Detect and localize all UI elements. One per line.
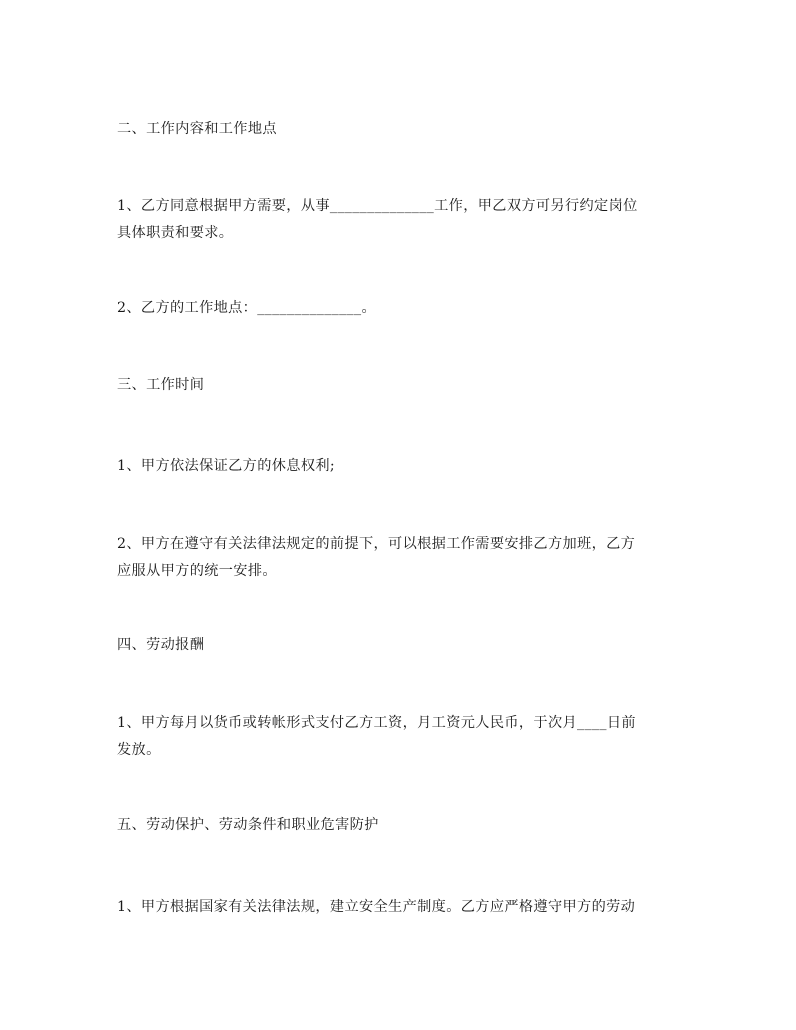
heading-text: 三、工作时间 xyxy=(117,377,205,393)
clause-text: 日前 xyxy=(606,715,636,731)
clause-text: 。 xyxy=(361,300,376,316)
clause-safety-production xyxy=(117,894,677,921)
section-heading-labor-protection xyxy=(117,812,677,839)
clause-text: 工作，甲乙双方可另行约定岗位 xyxy=(434,198,638,214)
section-heading-remuneration xyxy=(117,632,677,659)
clause-line xyxy=(117,193,677,220)
section-heading-work-time xyxy=(117,372,677,399)
clause-line: 发放。 xyxy=(117,742,161,758)
section-heading-work-content xyxy=(117,116,677,143)
clause-line: 1、甲方依法保证乙方的休息权利; xyxy=(117,458,336,474)
clause-line xyxy=(117,295,677,322)
clause-text: 1、甲方每月以货币或转帐形式支付乙方工资，月工资元人民币，于次月 xyxy=(117,715,578,731)
heading-text: 五、劳动保护、劳动条件和职业危害防护 xyxy=(117,817,379,833)
heading-text: 二、工作内容和工作地点 xyxy=(117,121,277,137)
clause-job-duties xyxy=(117,193,677,247)
clause-line: 2、甲方在遵守有关法律法规定的前提下，可以根据工作需要安排乙方加班，乙方 xyxy=(117,536,636,552)
clause-text: 2、乙方的工作地点： xyxy=(117,300,258,316)
clause-line: 应服从甲方的统一安排。 xyxy=(117,563,277,579)
clause-work-location xyxy=(117,295,677,322)
clause-line xyxy=(117,710,677,737)
clause-salary-payment xyxy=(117,710,677,764)
clause-line: 1、甲方根据国家有关法律法规，建立安全生产制度。乙方应严格遵守甲方的劳动 xyxy=(117,899,636,915)
clause-rest-rights xyxy=(117,453,677,480)
fill-in-blank: ______________ xyxy=(329,198,435,214)
clause-text: 1、乙方同意根据甲方需要，从事 xyxy=(117,198,330,214)
clause-line: 具体职责和要求。 xyxy=(117,225,234,241)
fill-in-blank: ______________ xyxy=(257,300,362,316)
clause-overtime xyxy=(117,531,677,585)
fill-in-blank: ____ xyxy=(577,715,607,731)
heading-text: 四、劳动报酬 xyxy=(117,637,205,653)
